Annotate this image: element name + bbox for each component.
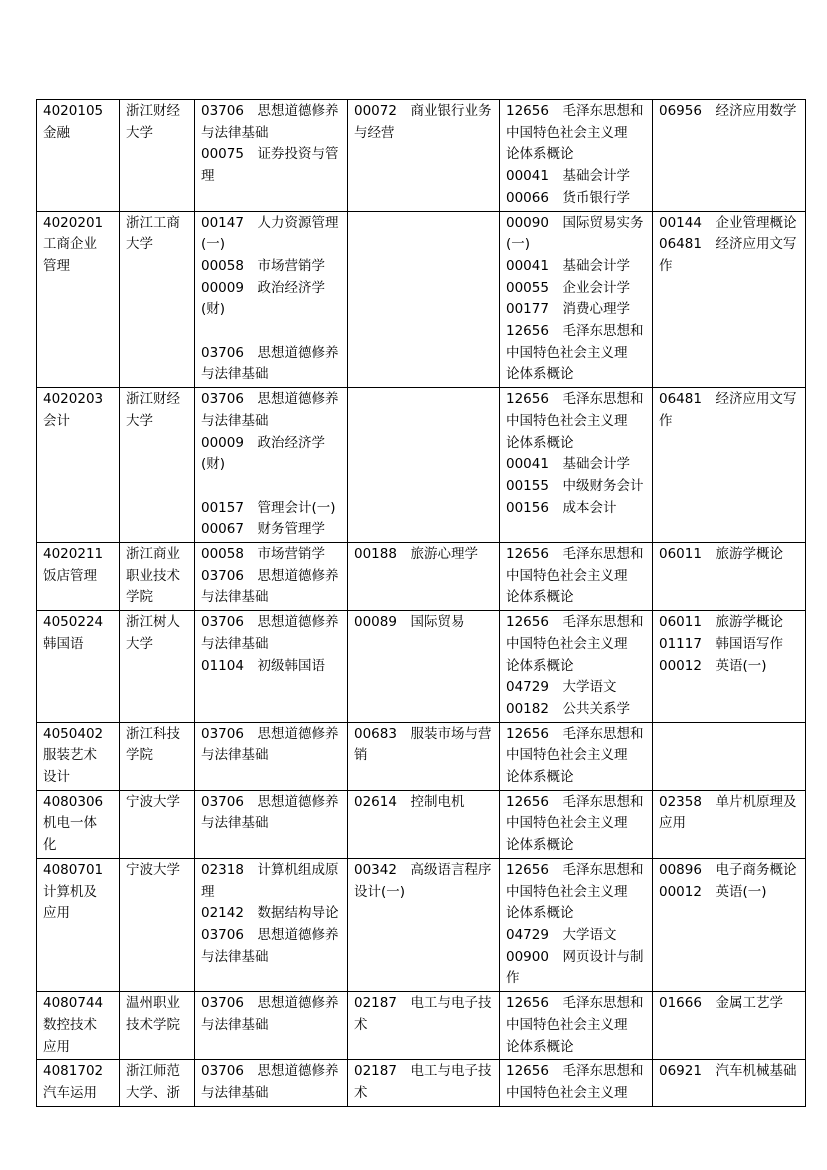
cell-line: 03706 思想道德修养 [201, 793, 339, 810]
cell-line: 机电一体 [43, 815, 97, 832]
course-cell-6 [653, 100, 806, 212]
cell-line: 00156 成本会计 [506, 499, 617, 516]
course-cell-6 [653, 211, 806, 388]
course-cell-6 [653, 611, 806, 723]
cell-line [201, 476, 342, 498]
cell-line: 04729 大学语文 [506, 927, 617, 943]
cell-line: 理 [201, 168, 215, 185]
school-cell [120, 992, 195, 1060]
cell-line: 销 [354, 747, 368, 764]
course-cell-4 [348, 722, 500, 790]
course-cell-4 [348, 543, 500, 611]
cell-line: 与法律基础 [201, 948, 269, 965]
cell-line: 03706 思想道德修养 [201, 103, 339, 119]
cell-line: 03706 思想道德修养 [201, 1063, 339, 1080]
cell-line: 00177 消费心理学 [506, 301, 630, 318]
cell-line: 计算机及 [43, 883, 97, 900]
cell-line: 4050402 [43, 725, 104, 742]
table-row [37, 790, 806, 858]
course-cell-6 [653, 543, 806, 611]
cell-line: 论体系概论 [506, 1038, 574, 1055]
cell-line: 温州职业 [126, 995, 180, 1012]
table-row [37, 992, 806, 1060]
table-row [37, 388, 806, 543]
course-cell-3 [195, 611, 348, 723]
exam-schedule-table [36, 99, 806, 1107]
cell-line: 宁波大学 [126, 861, 180, 878]
cell-line: 12656 毛泽东思想和 [506, 1063, 644, 1080]
cell-line: 00012 英语(一) [659, 657, 767, 674]
cell-line: 12656 毛泽东思想和 [506, 323, 644, 340]
cell-line: 中国特色社会主义理 [506, 1084, 628, 1101]
cell-line: 02318 计算机组成原 [201, 861, 339, 878]
cell-line: 术 [354, 1084, 368, 1101]
cell-line: 与法律基础 [201, 635, 269, 652]
cell-line: 00075 证券投资与管 [201, 146, 339, 163]
cell-line: 02187 电工与电子技 [354, 995, 492, 1012]
cell-line: 00089 国际贸易 [354, 614, 465, 631]
table-row [37, 100, 806, 212]
course-cell-5 [500, 992, 653, 1060]
school-cell [120, 388, 195, 543]
cell-line: 大学、浙 [126, 1084, 180, 1101]
cell-line: 中国特色社会主义理 [506, 883, 628, 900]
table-row [37, 858, 806, 991]
cell-line: 4080701 [43, 861, 104, 878]
cell-line: 服装艺术 [43, 747, 97, 764]
major-cell [37, 211, 120, 388]
cell-line: 00009 政治经济学(财) [201, 279, 325, 318]
cell-line: 大学 [126, 124, 153, 141]
course-cell-3 [195, 388, 348, 543]
cell-line: 01117 韩国语写作 [659, 635, 783, 652]
cell-line: (一) [506, 236, 531, 253]
cell-line: 中国特色社会主义理 [506, 747, 628, 764]
major-cell [37, 543, 120, 611]
course-cell-4 [348, 858, 500, 991]
cell-line: 饭店管理 [43, 567, 97, 584]
cell-line: 02614 控制电机 [354, 793, 465, 810]
cell-line: 与法律基础 [201, 1016, 269, 1033]
cell-line: 中国特色社会主义理 [506, 1016, 628, 1033]
course-cell-4 [348, 790, 500, 858]
course-cell-3 [195, 992, 348, 1060]
table-row [37, 722, 806, 790]
cell-line: 4050224 [43, 614, 104, 631]
cell-line: 12656 毛泽东思想和 [506, 861, 644, 878]
cell-line: 00090 国际贸易实务 [506, 214, 644, 231]
cell-line: 02187 电工与电子技 [354, 1063, 492, 1080]
cell-line: 00041 基础会计学 [506, 168, 630, 185]
cell-line: 00041 基础会计学 [506, 257, 630, 274]
course-cell-6 [653, 858, 806, 991]
cell-line: 管理 [43, 257, 70, 274]
cell-line [201, 321, 342, 343]
cell-line: (一) [201, 236, 226, 253]
cell-line: 01104 初级韩国语 [201, 657, 325, 674]
cell-line: 论体系概论 [506, 146, 574, 163]
cell-line: 00147 人力资源管理 [201, 214, 339, 231]
course-cell-4 [348, 100, 500, 212]
course-cell-4 [348, 1060, 500, 1106]
cell-line: 中国特色社会主义理 [506, 635, 628, 652]
cell-line: 4081702 [43, 1063, 104, 1080]
table-row [37, 543, 806, 611]
course-cell-3 [195, 543, 348, 611]
cell-line: 设计(一) [354, 883, 406, 900]
cell-line: 职业技术 [126, 567, 180, 584]
cell-line: 与经营 [354, 124, 395, 141]
table-row [37, 211, 806, 388]
course-cell-5 [500, 790, 653, 858]
cell-line: 宁波大学 [126, 793, 180, 810]
cell-line: 作 [659, 257, 673, 274]
course-cell-4 [348, 992, 500, 1060]
cell-line: 术 [354, 1016, 368, 1033]
cell-line: 大学 [126, 412, 153, 429]
course-cell-6 [653, 790, 806, 858]
cell-line: 12656 毛泽东思想和 [506, 391, 644, 408]
course-cell-4 [348, 388, 500, 543]
cell-line: 与法律基础 [201, 815, 269, 832]
cell-line: 4080306 [43, 793, 104, 810]
cell-line: 学院 [126, 747, 153, 764]
cell-line: 03706 思想道德修养 [201, 927, 339, 943]
major-cell [37, 100, 120, 212]
school-cell [120, 790, 195, 858]
cell-line: 中国特色社会主义理 [506, 567, 628, 584]
school-cell [120, 100, 195, 212]
school-cell [120, 211, 195, 388]
course-cell-3 [195, 211, 348, 388]
cell-line: 化 [43, 837, 57, 854]
cell-line: 4020203 [43, 391, 104, 408]
cell-line: 06956 经济应用数学 [659, 103, 797, 119]
course-cell-6 [653, 1060, 806, 1106]
course-cell-5 [500, 1060, 653, 1106]
course-cell-5 [500, 611, 653, 723]
major-cell [37, 1060, 120, 1106]
cell-line: 00055 企业会计学 [506, 279, 630, 296]
cell-line: 与法律基础 [201, 366, 269, 383]
course-cell-5 [500, 211, 653, 388]
cell-line: 浙江工商 [126, 214, 180, 231]
course-cell-4 [348, 211, 500, 388]
course-cell-5 [500, 100, 653, 212]
cell-line: 应用 [43, 1038, 70, 1055]
course-cell-4 [348, 611, 500, 723]
table-body [37, 100, 806, 1107]
cell-line: 浙江科技 [126, 725, 180, 742]
cell-line: 4020201 [43, 214, 104, 231]
cell-line: 03706 思想道德修养 [201, 391, 339, 408]
cell-line: 00009 政治经济学(财) [201, 434, 325, 473]
cell-line: 中国特色社会主义理 [506, 815, 628, 832]
cell-line: 汽车运用 [43, 1084, 97, 1101]
table-row [37, 1060, 806, 1106]
cell-line: 03706 思想道德修养 [201, 995, 339, 1012]
cell-line: 论体系概论 [506, 905, 574, 922]
course-cell-3 [195, 858, 348, 991]
course-cell-3 [195, 1060, 348, 1106]
course-cell-6 [653, 388, 806, 543]
cell-line: 06011 旅游学概论 [659, 614, 783, 631]
cell-line: 论体系概论 [506, 434, 574, 451]
major-cell [37, 388, 120, 543]
school-cell [120, 858, 195, 991]
cell-line: 00058 市场营销学 [201, 257, 325, 274]
cell-line: 浙江师范 [126, 1063, 180, 1080]
cell-line: 技术学院 [126, 1016, 180, 1033]
cell-line: 00188 旅游心理学 [354, 546, 478, 563]
cell-line: 中国特色社会主义理 [506, 124, 628, 141]
major-cell [37, 992, 120, 1060]
course-cell-5 [500, 388, 653, 543]
cell-line: 数控技术 [43, 1016, 97, 1033]
cell-line: 浙江树人 [126, 614, 180, 631]
major-cell [37, 790, 120, 858]
cell-line: 浙江财经 [126, 391, 180, 408]
course-cell-6 [653, 722, 806, 790]
cell-line: 02142 数据结构导论 [201, 905, 339, 922]
cell-line: 00182 公共关系学 [506, 700, 630, 717]
cell-line: 大学 [126, 236, 153, 253]
cell-line: 韩国语 [43, 635, 84, 652]
cell-line: 00342 高级语言程序 [354, 861, 492, 878]
cell-line: 作 [659, 412, 673, 429]
cell-line: 00012 英语(一) [659, 883, 767, 900]
cell-line: 4080744 [43, 995, 104, 1012]
cell-line: 00041 基础会计学 [506, 456, 630, 473]
course-cell-5 [500, 858, 653, 991]
course-cell-3 [195, 100, 348, 212]
course-cell-6 [653, 992, 806, 1060]
cell-line: 论体系概论 [506, 769, 574, 786]
course-cell-5 [500, 722, 653, 790]
cell-line: 00067 财务管理学 [201, 521, 325, 538]
cell-line: 00896 电子商务概论 [659, 861, 797, 878]
school-cell [120, 611, 195, 723]
cell-line: 应用 [43, 905, 70, 922]
cell-line: 与法律基础 [201, 412, 269, 429]
cell-line: 00144 企业管理概论 [659, 214, 797, 231]
cell-line: 论体系概论 [506, 657, 574, 674]
cell-line: 00066 货币银行学 [506, 189, 630, 206]
school-cell [120, 722, 195, 790]
course-cell-3 [195, 722, 348, 790]
cell-line: 12656 毛泽东思想和 [506, 546, 644, 563]
cell-line: 03706 思想道德修养 [201, 614, 339, 631]
school-cell [120, 543, 195, 611]
cell-line: 00157 管理会计(一) [201, 499, 336, 516]
cell-line: 工商企业 [43, 236, 97, 253]
cell-line: 4020211 [43, 546, 104, 563]
cell-line: 12656 毛泽东思想和 [506, 614, 644, 631]
cell-line: 00683 服装市场与营 [354, 725, 492, 742]
cell-line: 与法律基础 [201, 124, 269, 141]
course-cell-3 [195, 790, 348, 858]
cell-line: 12656 毛泽东思想和 [506, 793, 644, 810]
cell-line: 03706 思想道德修养 [201, 344, 339, 361]
cell-line: 设计 [43, 769, 70, 786]
cell-line: 金融 [43, 124, 70, 141]
cell-line: 论体系概论 [506, 837, 574, 854]
cell-line: 00072 商业银行业务 [354, 103, 492, 119]
cell-line: 中国特色社会主义理 [506, 412, 628, 429]
school-cell [120, 1060, 195, 1106]
cell-line: 03706 思想道德修养 [201, 567, 339, 584]
cell-line: 中国特色社会主义理 [506, 344, 628, 361]
cell-line: 00155 中级财务会计 [506, 477, 644, 494]
cell-line: 应用 [659, 815, 686, 832]
table-row [37, 611, 806, 723]
cell-line: 00900 网页设计与制 [506, 948, 644, 965]
cell-line: 浙江商业 [126, 546, 180, 563]
major-cell [37, 611, 120, 723]
cell-line: 会计 [43, 412, 70, 429]
cell-line: 06481 经济应用文写 [659, 236, 797, 253]
cell-line: 03706 思想道德修养 [201, 725, 339, 742]
cell-line: 理 [201, 883, 215, 900]
cell-line: 06011 旅游学概论 [659, 546, 783, 563]
major-cell [37, 722, 120, 790]
cell-line: 12656 毛泽东思想和 [506, 995, 644, 1012]
cell-line: 06921 汽车机械基础 [659, 1063, 797, 1080]
cell-line: 与法律基础 [201, 1084, 269, 1101]
cell-line: 06481 经济应用文写 [659, 391, 797, 408]
cell-line: 与法律基础 [201, 589, 269, 606]
cell-line: 12656 毛泽东思想和 [506, 725, 644, 742]
cell-line: 4020105 [43, 103, 104, 119]
cell-line: 02358 单片机原理及 [659, 793, 797, 810]
major-cell [37, 858, 120, 991]
cell-line: 学院 [126, 589, 153, 606]
cell-line: 00058 市场营销学 [201, 546, 325, 563]
cell-line: 浙江财经 [126, 103, 180, 119]
course-cell-5 [500, 543, 653, 611]
cell-line: 01666 金属工艺学 [659, 995, 783, 1012]
cell-line: 论体系概论 [506, 589, 574, 606]
cell-line: 04729 大学语文 [506, 679, 617, 696]
cell-line: 与法律基础 [201, 747, 269, 764]
cell-line: 论体系概论 [506, 366, 574, 383]
cell-line: 作 [506, 970, 520, 987]
cell-line: 12656 毛泽东思想和 [506, 103, 644, 119]
cell-line: 大学 [126, 635, 153, 652]
